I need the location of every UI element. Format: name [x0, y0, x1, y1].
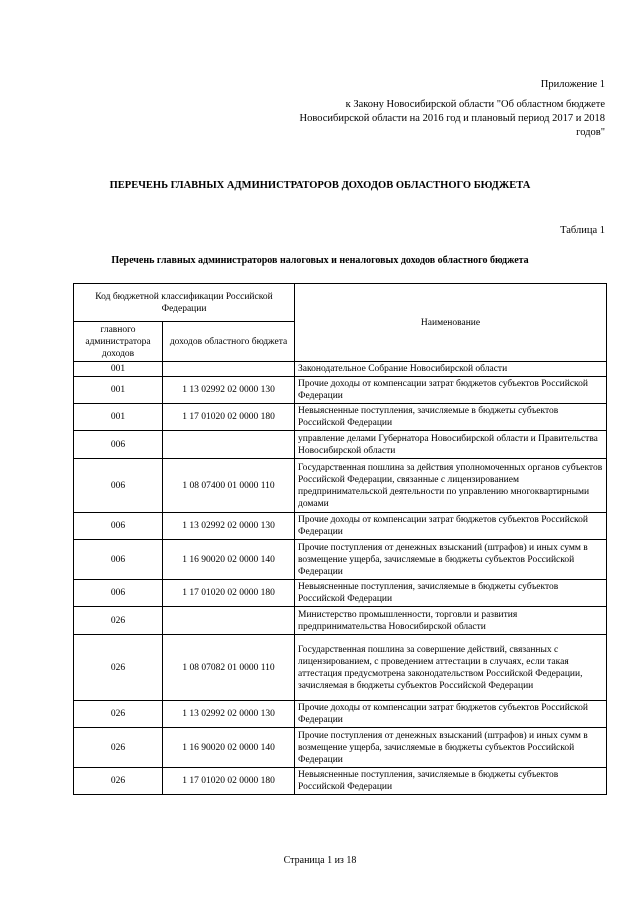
name-cell: Министерство промышленности, торговли и развития предпринимательства Новосибирской области [295, 607, 607, 635]
admin-code-cell: 006 [74, 540, 163, 580]
income-code-cell: 1 13 02992 02 0000 130 [163, 701, 295, 728]
admin-code-cell: 026 [74, 768, 163, 795]
appendix-reference: к Закону Новосибирской области "Об областном бюджете Новосибирской области на 2016 год и плановый период 2017 и 2018 годов" [299, 99, 605, 138]
name-cell: управление делами Губернатора Новосибирской области и Правительства Новосибирской области [295, 431, 607, 459]
header-income-code: доходов областного бюджета [163, 322, 295, 362]
table-row [74, 701, 607, 728]
table-body [74, 362, 607, 795]
income-code-cell [163, 607, 295, 635]
name-cell: Невыясненные поступления, зачисляемые в бюджеты субъектов Российской Федерации [295, 404, 607, 431]
admin-code-cell: 026 [74, 635, 163, 701]
income-code-cell: 1 16 90020 02 0000 140 [163, 540, 295, 580]
header-budget-classification: Код бюджетной классификации Российской Федерации [74, 284, 295, 322]
admin-code-cell: 026 [74, 728, 163, 768]
admin-code-cell: 006 [74, 580, 163, 607]
name-cell: Законодательное Собрание Новосибирской области [295, 362, 607, 377]
income-code-cell [163, 431, 295, 459]
income-code-cell: 1 16 90020 02 0000 140 [163, 728, 295, 768]
appendix-block [275, 78, 605, 140]
income-code-cell: 1 08 07400 01 0000 110 [163, 459, 295, 513]
administrators-table [73, 283, 607, 795]
name-cell: Государственная пошлина за совершение действий, связанных с лицензированием, с проведением аттестации в случаях, если такая аттестация предусмотрена законодательством Российской Федерации, зачисляемая в бюджеты субъектов Российской Федерации [295, 635, 607, 701]
name-cell: Невыясненные поступления, зачисляемые в бюджеты субъектов Российской Федерации [295, 768, 607, 795]
table-title: Перечень главных администраторов налоговых и неналоговых доходов областного бюджета [111, 255, 529, 266]
table-row [74, 540, 607, 580]
table-row [74, 580, 607, 607]
page-number: Страница 1 из 18 [283, 855, 357, 866]
header-admin-code: главного администратора доходов [74, 322, 163, 362]
income-code-cell: 1 17 01020 02 0000 180 [163, 580, 295, 607]
table-number: Таблица 1 [560, 225, 605, 236]
name-cell: Невыясненные поступления, зачисляемые в бюджеты субъектов Российской Федерации [295, 580, 607, 607]
name-cell: Прочие поступления от денежных взысканий (штрафов) и иных сумм в возмещение ущерба, зачисляемые в бюджеты субъектов Российской Федерации [295, 728, 607, 768]
income-code-cell [163, 362, 295, 377]
table-row [74, 635, 607, 701]
admin-code-cell: 026 [74, 607, 163, 635]
document-title: ПЕРЕЧЕНЬ ГЛАВНЫХ АДМИНИСТРАТОРОВ ДОХОДОВ ОБЛАСТНОГО БЮДЖЕТА [109, 180, 531, 191]
admin-code-cell: 001 [74, 377, 163, 404]
table-row [74, 607, 607, 635]
table-row [74, 768, 607, 795]
admin-code-cell: 006 [74, 459, 163, 513]
table-row [74, 728, 607, 768]
name-cell: Государственная пошлина за действия уполномоченных органов субъектов Российской Федерации, связанные с лицензированием предпринимательской деятельности по управлению многоквартирными домами [295, 459, 607, 513]
table-row [74, 404, 607, 431]
name-cell: Прочие доходы от компенсации затрат бюджетов субъектов Российской Федерации [295, 701, 607, 728]
admin-code-cell: 026 [74, 701, 163, 728]
table-row [74, 431, 607, 459]
admin-code-cell: 006 [74, 513, 163, 540]
table-row [74, 513, 607, 540]
table-row [74, 377, 607, 404]
name-cell: Прочие доходы от компенсации затрат бюджетов субъектов Российской Федерации [295, 377, 607, 404]
header-name: Наименование [295, 284, 607, 362]
name-cell: Прочие доходы от компенсации затрат бюджетов субъектов Российской Федерации [295, 513, 607, 540]
income-code-cell: 1 17 01020 02 0000 180 [163, 768, 295, 795]
admin-code-cell: 001 [74, 404, 163, 431]
name-cell: Прочие поступления от денежных взысканий (штрафов) и иных сумм в возмещение ущерба, зачисляемые в бюджеты субъектов Российской Федерации [295, 540, 607, 580]
income-code-cell: 1 08 07082 01 0000 110 [163, 635, 295, 701]
appendix-title: Приложение 1 [540, 79, 605, 90]
table-row [74, 362, 607, 377]
admin-code-cell: 006 [74, 431, 163, 459]
income-code-cell: 1 13 02992 02 0000 130 [163, 513, 295, 540]
table-row [74, 459, 607, 513]
income-code-cell: 1 13 02992 02 0000 130 [163, 377, 295, 404]
income-code-cell: 1 17 01020 02 0000 180 [163, 404, 295, 431]
admin-code-cell: 001 [74, 362, 163, 377]
